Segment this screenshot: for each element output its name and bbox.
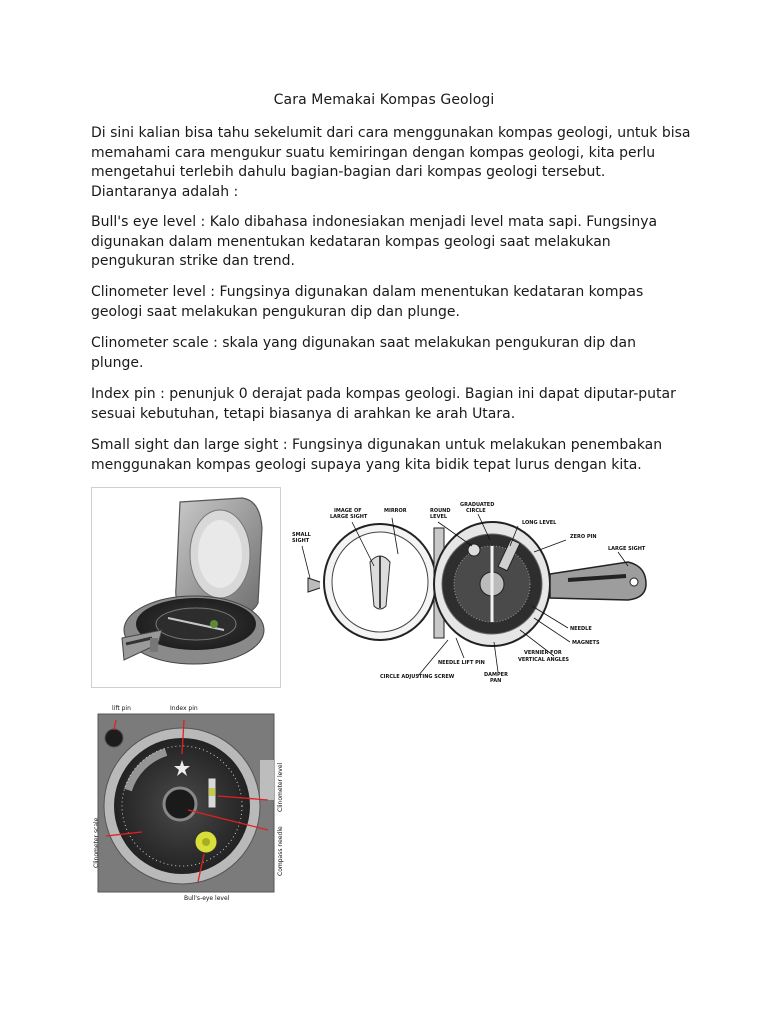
sight-paragraph: Small sight dan large sight : Fungsinya digunakan untuk melakukan penembakan menggunakan kompas geologi supaya yang kita bidik tepat lurus dengan kita. — [91, 437, 663, 473]
label-clinometer-scale: Clinometer scale — [93, 817, 100, 868]
clinometer-scale-paragraph: Clinometer scale : skala yang digunakan saat melakukan pengukuran dip dan plunge. — [91, 335, 636, 371]
label-clinometer-level: Clinometer level — [277, 762, 284, 812]
label-circle-adjusting-screw: CIRCLE ADJUSTING SCREW — [380, 674, 455, 680]
index-pin-paragraph: Index pin : penunjuk 0 derajat pada kompas geologi. Bagian ini dapat diputar-putar sesuai kebutuhan, tetapi biasanya di arahkan ke arah Utara. — [91, 386, 676, 422]
label-zero-pin: ZERO PIN — [570, 534, 597, 540]
bulls-eye-level-paragraph: Bull's eye level : Kalo dibahasa indonesiakan menjadi level mata sapi. Fungsinya digunakan dalam menentukan kedataran kompas geologi saat melakukan pengukuran strike dan trend. — [91, 214, 658, 269]
label-vernier-2: VERTICAL ANGLES — [518, 657, 570, 663]
label-small-sight-2: SIGHT — [292, 538, 310, 544]
label-mirror: MIRROR — [384, 508, 407, 514]
label-index-pin: Index pin — [170, 705, 198, 712]
clinometer-level-paragraph: Clinometer level : Fungsinya digunakan dalam menentukan kedataran kompas geologi saat melakukan pengukuran dip dan plunge. — [91, 284, 644, 320]
compass-photo — [91, 487, 281, 688]
label-round-level-2: LEVEL — [430, 514, 448, 520]
label-small-sight-1: SMALL — [292, 532, 311, 538]
label-needle-lift-pin: NEEDLE LIFT PIN — [438, 660, 485, 666]
intro-paragraph: Di sini kalian bisa tahu sekelumit dari cara menggunakan kompas geologi, untuk bisa memahami cara mengukur suatu kemiringan dengan kompas geologi, kita perlu mengetahui terlebih dahulu bagian-bagian dari kompas geologi tersebut. Diantaranya adalah : — [91, 125, 691, 200]
label-graduated-circle-1: GRADUATED — [460, 502, 495, 508]
label-needle: NEEDLE — [570, 626, 592, 632]
compass-parts-diagram — [288, 500, 678, 685]
label-long-level: LONG LEVEL — [522, 520, 557, 526]
label-image-of-large-sight-1: IMAGE OF — [334, 508, 362, 514]
label-lift-pin: lift pin — [112, 705, 131, 712]
compass-top-view-photo — [88, 700, 290, 905]
label-round-level-1: ROUND — [430, 508, 451, 514]
document-title: Cara Memakai Kompas Geologi — [273, 92, 495, 108]
label-damper-pan-2: PAN — [490, 678, 502, 684]
label-compass-needle: Compass needle — [277, 826, 284, 876]
label-magnets: MAGNETS — [572, 640, 600, 646]
label-vernier-1: VERNIER FOR — [524, 650, 562, 656]
label-damper-pan-1: DAMPER — [484, 672, 508, 678]
label-image-of-large-sight-2: LARGE SIGHT — [330, 514, 368, 520]
label-bulls-eye-level: Bull's-eye level — [184, 895, 230, 902]
label-large-sight: LARGE SIGHT — [608, 546, 646, 552]
label-graduated-circle-2: CIRCLE — [466, 508, 486, 514]
